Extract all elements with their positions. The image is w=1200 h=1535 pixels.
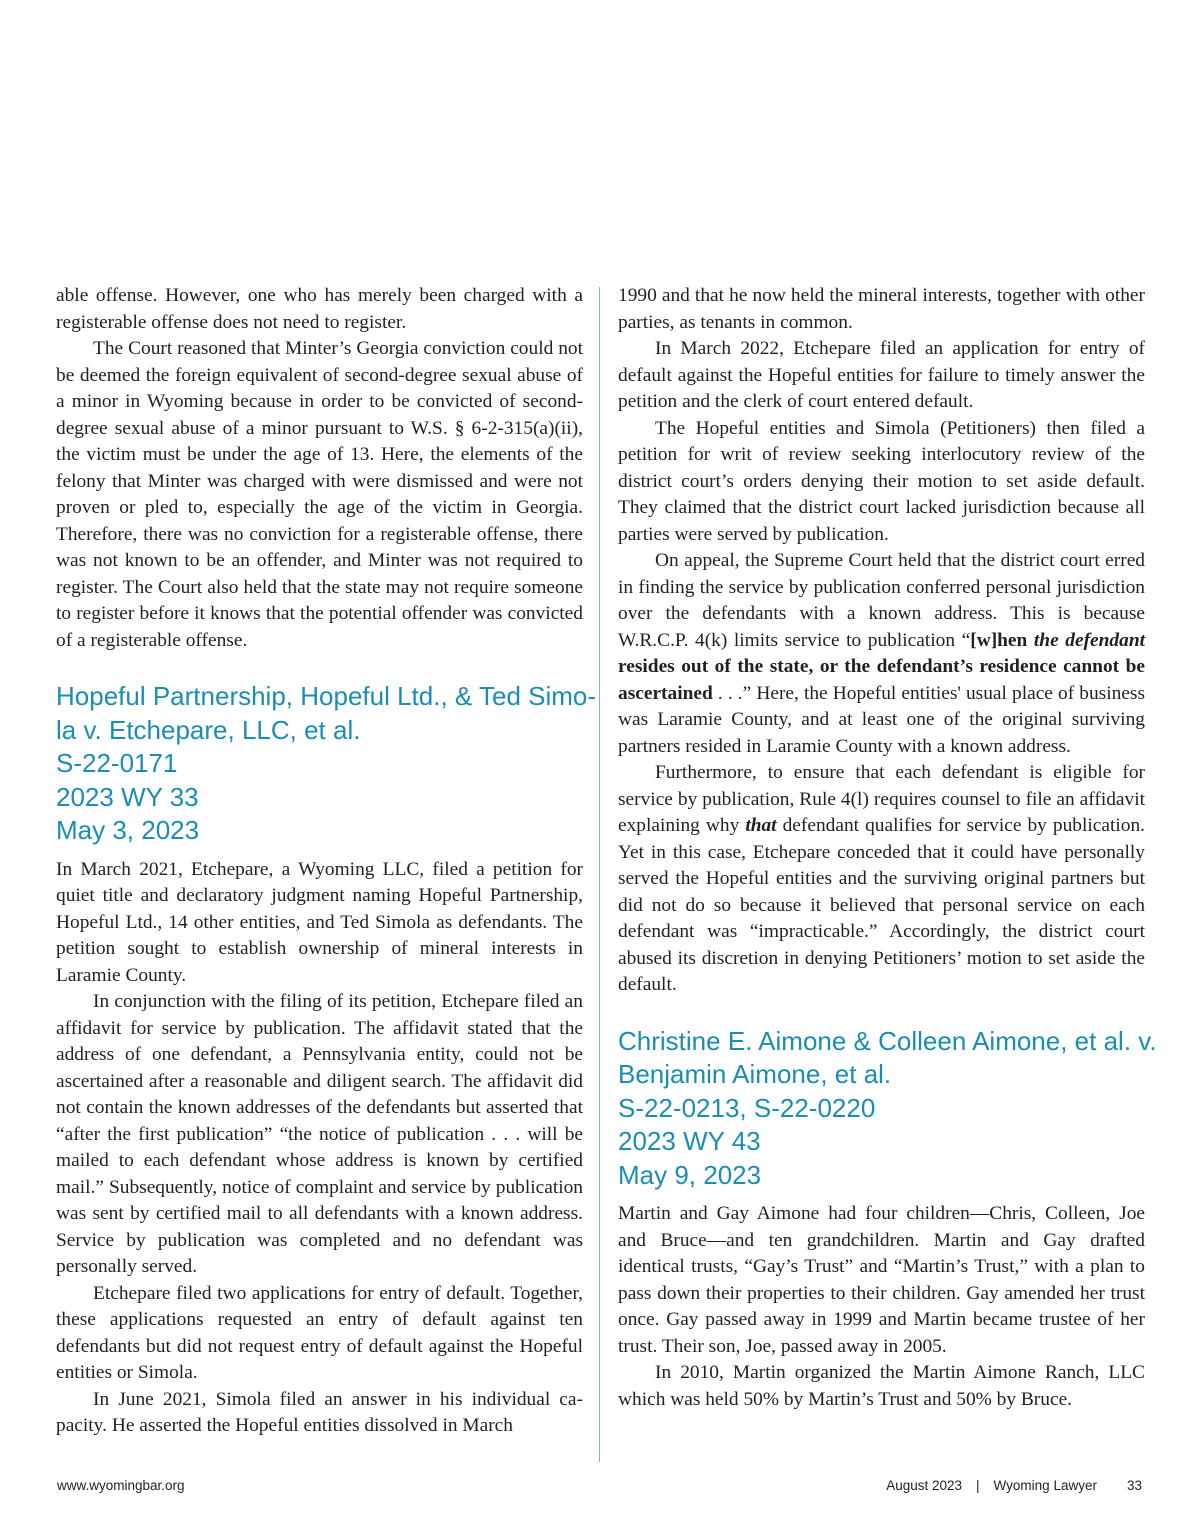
paragraph: In March 2021, Etchepare, a Wyoming LLC, filed a petition for quiet title and declaratory judgment naming Hopeful Partnership, Hopeful Ltd., 14 other entities, and Ted Simola as defendants. The petition sought to establish ownership of mineral interests in Laramie County.: [56, 858, 583, 986]
paragraph: In 2010, Martin organized the Martin Aimone Ranch, LLC which was held 50% by Martin’s Trust and 50% by Bruce.: [618, 1362, 1145, 1410]
footer-website[interactable]: www.wyomingbar.org: [57, 1478, 185, 1493]
right-column: [618, 283, 1157, 1413]
paragraph: In June 2021, Simola filed an answer in his individual capacity. He asserted the Hopeful entities dissolved in March: [56, 1388, 583, 1436]
case-citation: 2023 WY 33: [56, 781, 199, 812]
paragraph: Martin and Gay Aimone had four children—Chris, Colleen, Joe and Bruce—and ten grandchildren. Martin and Gay drafted identical trusts, “Gay’s Trust” and “Martin’s Trust,” with a plan to pass down their properties to their children. Gay amended her trust once. Gay passed away in 1999 and Martin became trustee of her trust. Their son, Joe, passed away in 2005.: [618, 1203, 1145, 1357]
footer-publication: Wyoming Lawyer: [993, 1478, 1097, 1493]
quoted-rule-bold-italic: the defendant: [1033, 629, 1145, 651]
case-title-line: Hopeful Partnership, Hopeful Ltd., & Ted Simo-: [56, 681, 597, 711]
text-run: Furthermore, to ensure that each defendant is eligible for service by publication, Rule 4(l) requires counsel to file an affidavit explaining why: [618, 762, 1145, 836]
text-run: On appeal, the Supreme Court held that the district court erred in finding the service by publication conferred personal jurisdiction over the defendants with a known address. This is because W.R.C.P. 4(k) limits service to publication “: [618, 550, 1145, 651]
paragraph: [618, 760, 1145, 999]
paragraph: able offense. However, one who has merely been charged with a registerable offense does not need to register.: [56, 285, 583, 333]
case-date: May 3, 2023: [56, 815, 200, 845]
footer-separator: |: [976, 1478, 980, 1493]
quoted-rule-bold: [w]hen: [970, 629, 1034, 651]
page-number: 33: [1126, 1478, 1142, 1493]
paragraph: [618, 548, 1145, 760]
case-title-line: Benjamin Aimone, et al.: [618, 1059, 892, 1089]
case-date: May 9, 2023: [618, 1159, 762, 1190]
case-heading-aimone: [618, 1025, 1157, 1193]
paragraph: In conjunction with the filing of its petition, Etchepare filed an affidavit for service by publication. The affidavit stated that the address of one defendant, a Pennsylvania entity, could not be ascertained after a reasonable and diligent search. The affidavit did not contain the known addresses of the defendants but asserted that “after the first publication” “the notice of publication . . . will be mailed to each defendant whose address is known by certified mail.” Subsequently, notice of complaint and service by publication was sent by certified mail to all defendants with a known address. Service by publication was completed and no defendant was personally served.: [56, 991, 583, 1277]
column-divider: [599, 287, 600, 1462]
paragraph: 1990 and that he now held the mineral interests, together with other parties, as tenants in common.: [618, 285, 1145, 333]
left-column: [56, 283, 597, 1440]
footer-issue-info: [886, 1478, 1142, 1493]
paragraph: The Hopeful entities and Simola (Petitioners) then filed a petition for writ of review seeking interlocutory review of the district court’s orders denying their motion to set aside default. They claimed that the district court lacked jurisdiction because all parties were served by publication.: [618, 417, 1145, 545]
paragraph: Etchepare filed two applications for entry of default. Together, these applications requested an entry of default against ten defendants but did not request entry of default against the Hopeful entities or Simola.: [56, 1282, 583, 1383]
footer-issue-date: August 2023: [886, 1478, 963, 1493]
paragraph: In March 2022, Etchepare filed an application for entry of default against the Hopeful entities for failure to timely answer the petition and the clerk of court entered default.: [618, 338, 1145, 412]
case-docket-number: S-22-0213, S-22-0220: [618, 1092, 876, 1123]
case-citation: 2023 WY 43: [618, 1126, 761, 1156]
quoted-rule-bold: resides out of the state, or the defendant’s residence cannot be ascertained: [618, 656, 1145, 704]
emphasis: that: [745, 815, 777, 836]
case-docket-number: S-22-0171: [56, 748, 178, 778]
text-run: . . .” Here, the Hopeful entities' usual place of business was Laramie County, and at least one of the original surviving partners resided in Laramie County with a known address.: [618, 682, 1145, 757]
case-heading-hopeful: [56, 680, 597, 848]
paragraph: The Court reasoned that Minter’s Georgia conviction could not be deemed the foreign equivalent of second-degree sexual abuse of a minor in Wyoming because in order to be convicted of second-degree sexual abuse of a minor pursuant to W.S. § 6-2-315(a)(ii), the victim must be under the age of 13. Here, the elements of the felony that Minter was charged with were dismissed and were not proven or pled to, especially the age of the victim in Georgia. Therefore, there was no conviction for a registerable offense, there was not known to be an offender, and Minter was not required to register. The Court also held that the state may not require someone to register before it knows that the potential offender was convicted of a registerable offense.: [56, 338, 583, 651]
case-title-line: la v. Etchepare, LLC, et al.: [56, 714, 361, 745]
text-run: defendant qualifies for service by publication. Yet in this case, Etchepare conceded that it could have personally served the Hopeful entities and the surviving original partners but did not do so because it believed that personal service on each defendant was “impracticable.” Accordingly, the district court abused its discretion in denying Petitioners’ motion to set aside the default.: [618, 815, 1145, 995]
case-title-line: Christine E. Aimone & Colleen Aimone, et al. v.: [618, 1025, 1157, 1056]
